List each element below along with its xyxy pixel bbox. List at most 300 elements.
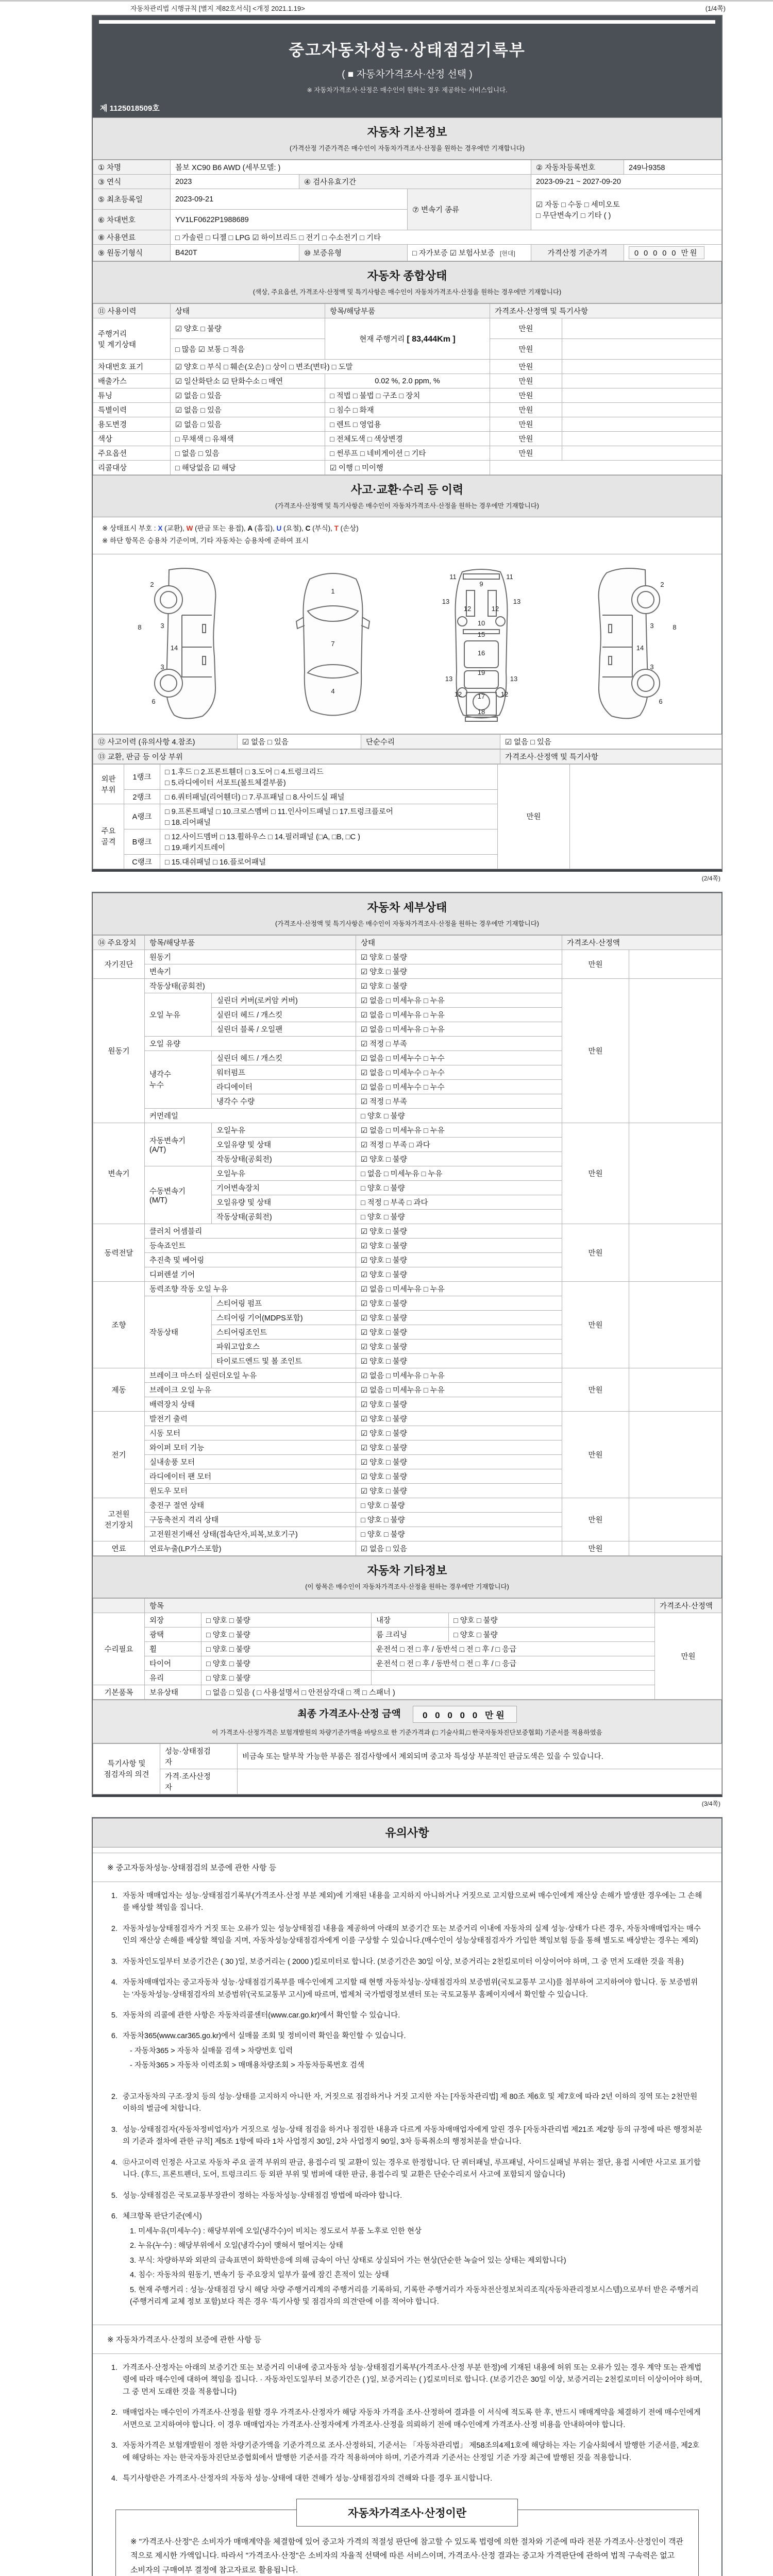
cell: 고전원 전기장치 <box>93 1498 145 1541</box>
table <box>93 749 722 764</box>
cell: 스티어링조인트 <box>212 1325 356 1339</box>
text-span: T <box>334 524 339 532</box>
cell: 가격산정 기준가격 <box>531 245 624 261</box>
cell: ☑ 없음 □ 미세누유 □ 누유 <box>356 1368 562 1382</box>
note-item <box>107 2407 705 2431</box>
note-number: 3. <box>111 2125 117 2134</box>
cell: 고전원전기배선 상태(접속단자,피복,보호기구) <box>145 1527 356 1541</box>
cell: ⑥ 차대번호 <box>93 210 171 230</box>
diagram-number: 4 <box>331 687 335 695</box>
cell: 작동상태(공회전) <box>145 978 356 993</box>
cell: 와이퍼 모터 기능 <box>145 1440 356 1454</box>
cell: □ 없음 □ 있음 <box>171 446 325 461</box>
cell: C랭크 <box>124 854 160 869</box>
cell: 연료누출(LP가스포함) <box>145 1541 356 1555</box>
cell: 수동변속기 (M/T) <box>145 1166 212 1224</box>
cell: 특별이력 <box>93 403 171 417</box>
cell: □ 9.프론트패널 □ 10.크로스멤버 □ 11.인사이드패널 □ 17.트렁크플로어 □ 18.리어패널 <box>160 804 498 829</box>
cell: 항목/해당부품 <box>145 935 356 950</box>
table <box>93 1598 722 1700</box>
final-price-note: 이 가격조사·산정가격은 보험개발원의 차량기준가액을 바탕으로 한 기준가격과 (□ 기술사회,□ 한국자동차진단보증협회) 기준서를 적용하였음 <box>212 1728 602 1736</box>
document <box>92 15 722 2576</box>
cell: 유리 <box>145 1670 201 1685</box>
cell <box>562 417 722 432</box>
cell: 오일누유 <box>212 1123 356 1137</box>
text-span: □ 자가보증 ☑ 보험사보증 <box>412 249 497 258</box>
cell: 만원 <box>490 374 562 388</box>
cell: 만원 <box>490 403 562 417</box>
cell: ☑ 없음 □ 미세누유 □ 누유 <box>356 993 562 1007</box>
diagram-number: 3 <box>160 621 164 630</box>
accident-history-header <box>93 475 721 517</box>
cell: 실내송풍 모터 <box>145 1454 356 1469</box>
text-span: X <box>158 524 163 532</box>
note-item <box>107 2473 705 2485</box>
cell: 가격조사·산정액 <box>562 935 722 950</box>
cell: □ 해당없음 ☑ 해당 <box>171 461 325 475</box>
note-text: 자동차성능상태점검자가 거짓 또는 오류가 있는 성능상태점검 내용을 제공하여 아래의 보증기간 또는 보증거리 이내에 자동차의 실제 성능·상태가 다른 경우, 자동차매매업자는 매수인의 재산상 손해를 배상할 책임을 지며, 자동차성능상태점검자에게 이를 구상할 수 있습니다.(매수인이 성능상태점검자가 가입한 책임보험 등을 통해 별도로 배상받는 경우는 제외) <box>123 1924 701 1945</box>
price-survey-definition-body: ※ "가격조사·산정"은 소비자가 매매계약을 체결함에 있어 중고차 가격의 적절성 판단에 참고할 수 있도록 법령에 의한 절차와 기준에 따라 전문 가격조사·산정인이 객관적으로 제시한 가액입니다. 따라서 "가격조사·산정"은 소비자의 자율적 선택에 따른 서비스이며, 가격조사·산정 결과는 중고차 가격판단에 관하여 법적 구속력은 없고 소비자의 구매여부 결정에 참고자료로 활용됩니다. <box>130 2537 683 2575</box>
inspector-opinion-table <box>93 1743 721 1794</box>
cell: ☑ 없음 □ 미세누수 □ 누수 <box>356 1065 562 1079</box>
note-number: 2. <box>111 1924 117 1933</box>
cell: ⑬ 교환, 판금 등 이상 부위 <box>93 749 500 764</box>
cell: ⑧ 사용연료 <box>93 230 171 245</box>
basic-info-subtitle: (가격산정 기준가격은 매수인이 자동차가격조사·산정을 원하는 경우에만 기재합니다) <box>290 145 525 152</box>
cell: 차대번호 표기 <box>93 360 171 374</box>
cell: 오일 유량 <box>145 1036 356 1050</box>
note-item <box>107 2157 705 2181</box>
note-text: 특기사항란은 가격조사·산정자의 자동차 성능·상태에 대한 견해가 성능·상태점검자의 견해와 다를 경우 표시합니다. <box>123 2475 493 2483</box>
cell: □ 양호 □ 불량 <box>201 1656 372 1670</box>
table <box>93 1743 722 1794</box>
text-span: (부식), <box>310 524 334 532</box>
state-code-note: ※ 하단 항목은 승용차 기준이며, 기타 자동차는 승용차에 준하여 표시 <box>102 537 309 545</box>
cell: 만원 <box>562 1411 629 1498</box>
cell: 만원 <box>562 1368 629 1411</box>
page-marker-3: (3/4쪽) <box>701 1800 720 1807</box>
diagram-number: 8 <box>673 623 677 631</box>
cell: 내장 <box>372 1613 449 1627</box>
cell: ⑪ 사용이력 <box>93 304 171 318</box>
cell: ☑ 양호 □ 불량 <box>356 950 562 964</box>
cell: □ 양호 □ 불량 <box>356 1512 562 1527</box>
cell: 배출가스 <box>93 374 171 388</box>
text-span: A <box>247 524 253 532</box>
diagram-number: 12 <box>454 690 462 698</box>
cell: □ 없음 □ 미세누유 □ 누유 <box>356 1166 562 1180</box>
diagram-number: 13 <box>445 674 453 683</box>
detail-state-title: 자동차 세부상태 <box>367 901 447 914</box>
panel-rank-table <box>93 764 721 869</box>
cell: 2023-09-21 ~ 2027-09-20 <box>531 175 722 189</box>
cell: ☑ 양호 □ 불량 <box>356 1426 562 1440</box>
note-item <box>107 2190 705 2202</box>
etc-info-title: 자동차 기타정보 <box>367 1564 447 1577</box>
diagram-number: 3 <box>160 663 164 671</box>
cell: 외판 부위 <box>93 764 124 804</box>
diagram-number: 18 <box>477 707 485 716</box>
cell: 디퍼렌셜 기어 <box>145 1267 356 1281</box>
cell: 워터펌프 <box>212 1065 356 1079</box>
cell: 작동상태 <box>145 1296 212 1368</box>
note-item <box>107 2010 705 2022</box>
cell: □ 양호 □ 불량 <box>356 1180 562 1195</box>
cell: 만원 <box>655 1613 722 1699</box>
text-span: (요철), <box>281 524 306 532</box>
cell: 가격·조사산정 자 <box>160 1769 238 1794</box>
note-item <box>107 2030 705 2072</box>
cell: 특기사항 및 점검자의 의견 <box>93 1743 160 1794</box>
note-number: 6. <box>111 2032 117 2041</box>
note-text: 자동차매매업자는 중고자동차 성능·상태점검기록부를 매수인에게 고지할 때 현행 자동차성능·상태점검자의 보증범위(국토교통부 고시)를 첨부하여 고지하여야 합니다. 동 보증범위는 '자동차성능·상태점검자의 보증범위'(국토교통부 고시)에 따르며, 법제처 국가법령정보센터 또는 국토교통부 홈페이지에서 확인할 수 있습니다. <box>123 1978 698 1999</box>
cell: ☑ 양호 □ 불량 <box>171 318 325 339</box>
cell: 만원 <box>490 388 562 403</box>
cell: ☑ 적정 □ 부족 □ 과다 <box>356 1137 562 1151</box>
cell: ☑ 없음 □ 미세누유 □ 누유 <box>356 1007 562 1022</box>
cell: ☑ 양호 □ 불량 <box>356 1267 562 1281</box>
cell: ☑ 자동 □ 수동 □ 세미오토 □ 무단변속기 □ 기타 ( ) <box>531 189 722 230</box>
cell: 실린더 헤드 / 개스킷 <box>212 1050 356 1065</box>
text-span: 0 0 0 0 0 만원 <box>629 246 704 259</box>
note-text: 성능·상태점검은 국토교통부장관이 정하는 자동차성능·상태점검 방법에 따라야 합니다. <box>123 2191 402 2200</box>
cell: □ 15.대쉬패널 □ 16.플로어패널 <box>160 854 498 869</box>
cell: 오일 누유 <box>145 993 212 1036</box>
notice-title: 유의사항 <box>385 1826 429 1839</box>
cell: 자기진단 <box>93 950 145 978</box>
cell: 동력조향 작동 오일 누유 <box>145 1281 356 1296</box>
cell: 클러치 어셈블리 <box>145 1224 356 1238</box>
diagram-number: 11 <box>506 572 513 581</box>
cell: 라디에이터 <box>212 1079 356 1094</box>
cell: 파워고압호스 <box>212 1339 356 1353</box>
cell: 상태 <box>356 935 562 950</box>
cell <box>629 950 722 978</box>
text-span: [현대] <box>499 250 515 257</box>
cell: 냉각수 수량 <box>212 1094 356 1108</box>
cell: ☑ 양호 □ 불량 <box>356 1325 562 1339</box>
note-item <box>107 2362 705 2398</box>
cell <box>629 1411 722 1498</box>
page2-box <box>92 892 722 1797</box>
basic-info-header <box>93 117 721 160</box>
diagram-number: 14 <box>636 643 644 652</box>
note-number: 6. <box>111 2212 117 2221</box>
cell <box>490 461 722 475</box>
note-subline: 3. 부식: 차량하부와 외판의 금속표면이 화학반응에 의해 금속이 아닌 상태로 상실되어 가는 현상(단순한 녹슬어 있는 상태는 제외합니다) <box>130 2256 566 2265</box>
table <box>93 160 722 261</box>
car-diagram-left-side <box>125 564 244 723</box>
cell: 만원 <box>562 1541 629 1555</box>
cell: ☑ 양호 □ 불량 <box>356 1310 562 1325</box>
cell: ☑ 없음 □ 미세누유 □ 누유 <box>356 1281 562 1296</box>
cell: 타이로드엔드 및 볼 조인트 <box>212 1353 356 1368</box>
accident-history-subtitle: (가격조사·산정액 및 특기사항은 매수인이 자동차가격조사·산정을 원하는 경우에만 기재합니다) <box>275 502 539 510</box>
accident-history-title: 사고·교환·수리 등 이력 <box>350 483 464 496</box>
cell: 원동기 <box>93 978 145 1123</box>
cell: 만원 <box>490 432 562 446</box>
page1-box <box>92 15 722 872</box>
notice-list-2 <box>93 2083 721 2319</box>
note-number: 4. <box>111 2158 117 2167</box>
diagram-number: 11 <box>449 572 457 581</box>
note-subline: 2. 누유(누수) : 해당부위에서 오일(냉각수)이 맺혀서 떨어지는 상태 <box>130 2242 343 2250</box>
cell: 항목/해당부품 <box>325 304 490 318</box>
diagram-number: 6 <box>152 697 156 705</box>
diagram-number: 17 <box>477 692 485 700</box>
note-subline: 5. 현재 주행거리 : 성능·상태점검 당시 해당 차량 주행거리계의 주행거리를 기록하되, 기록한 주행거리가 자동차전산정보처리조직(자동차관리정보시스템)으로부터 받은 주행거리(주행거리계 교체 정보 포함)보다 적은 경우 '특기사항 및 점검자의 의견'란에 이를 적어야 합니다. <box>130 2285 699 2307</box>
cell: ☑ 없음 □ 미세누유 □ 누유 <box>356 1123 562 1137</box>
cell: 실린더 커버(로커암 커버) <box>212 993 356 1007</box>
cell: 만원 <box>562 950 629 978</box>
cell: □ 썬루프 □ 네비게이션 □ 기타 <box>325 446 490 461</box>
cell: 만원 <box>490 417 562 432</box>
detail-state-header <box>93 893 721 935</box>
cell: ☑ 없음 □ 미세누수 □ 누수 <box>356 1050 562 1065</box>
cell: ⑤ 최초등록일 <box>93 189 171 210</box>
cell: ☑ 없음 □ 있음 <box>171 403 325 417</box>
cell: ☑ 양호 □ 불량 <box>356 1353 562 1368</box>
detail-state-table <box>93 935 721 1556</box>
cell: □ 양호 □ 불량 <box>201 1613 372 1627</box>
cell: ☑ 이행 □ 미이행 <box>325 461 490 475</box>
cell: 가격조사·산정액 및 특기사항 <box>490 304 722 318</box>
note-text: 자동차의 리콜에 관한 사항은 자동차리콜센터(www.car.go.kr)에서 확인할 수 있습니다. <box>123 2011 400 2020</box>
cell: 항목 <box>145 1598 655 1613</box>
exchange-header-table <box>93 749 721 764</box>
cell: 발전기 출력 <box>145 1411 356 1426</box>
cell: ☑ 양호 □ 불량 <box>356 1454 562 1469</box>
cell: ② 자동차등록번호 <box>531 160 624 175</box>
cell: 변속기 <box>93 1123 145 1224</box>
report-title: 중고자동차성능·상태점검기록부 <box>289 41 526 59</box>
cell <box>629 1123 722 1224</box>
text-span: U <box>276 524 282 532</box>
cell <box>562 388 722 403</box>
cell: 만원 <box>562 1281 629 1368</box>
cell: 주요 골격 <box>93 804 124 869</box>
note-number: 4. <box>111 2475 117 2483</box>
etc-info-header <box>93 1556 721 1598</box>
cell: □ 6.쿼터패널(리어휀더) □ 7.루프패널 □ 8.사이드실 패널 <box>160 789 498 804</box>
diagram-number: 3 <box>650 663 654 671</box>
cell: 색상 <box>93 432 171 446</box>
etc-info-subtitle: (이 항목은 매수인이 자동차가격조사·산정을 원하는 경우에만 기재합니다) <box>305 1583 509 1590</box>
note-text: 성능·상태점검자(자동차정비업자)가 거짓으로 성능·상태 점검을 하거나 점검한 내용과 다르게 자동차매매업자에게 알린 경우 [자동차관리법 제21조 제2항 등의 규정에 따른 행정처분의 기준과 절차에 관한 규칙] 제5조 1항에 따라 1차 사업정지 30일, 2차 사업정지 90일, 3차 등록취소의 행정처분을 받습니다. <box>123 2125 702 2146</box>
basic-info-table <box>93 160 721 261</box>
cell <box>562 360 722 374</box>
cell <box>629 978 722 1123</box>
cell: □ 양호 □ 불량 <box>449 1627 655 1641</box>
car-diagram-underframe <box>422 564 541 723</box>
etc-info-table <box>93 1598 721 1700</box>
note-text: 중고자동차의 구조·장치 등의 성능·상태를 고지하지 아니한 자, 거짓으로 점검하거나 거짓 고지한 자는 [자동차관리법] 제 80조 제6호 및 제7호에 따라 2년 이하의 징역 또는 2천만원 이하의 벌금에 처합니다. <box>123 2092 698 2113</box>
note-number: 3. <box>111 2442 117 2450</box>
note-text: 자동차365(www.car365.go.kr)에서 실매물 조회 및 정비이력 확인을 확인할 수 있습니다. - 자동차365 > 자동차 실매물 검색 > 차량번호 입력 - 자동차365 > 자동차 이력조회 > 매매용차량조회 > 자동차등록번호 검색 <box>123 2030 406 2072</box>
text-span: (흠집), <box>253 524 277 532</box>
cell: 오일누유 <box>212 1166 356 1180</box>
text-span: C <box>305 524 311 532</box>
cell: B420T <box>171 245 299 261</box>
text-span: (판금 또는 용접), <box>193 524 248 532</box>
cell: ☑ 양호 □ 불량 <box>356 1397 562 1411</box>
cell <box>562 446 722 461</box>
note-item <box>107 1977 705 2001</box>
diagram-number: 12 <box>500 690 509 698</box>
price-survey-definition-title: 자동차가격조사·산정이란 <box>296 2499 518 2527</box>
cell: ☑ 없음 □ 미세누유 □ 누유 <box>356 1022 562 1036</box>
cell: □ 양호 □ 불량 <box>201 1641 372 1656</box>
text-span: W <box>186 524 193 532</box>
cell: 만원 <box>490 360 562 374</box>
diagram-number: 19 <box>477 668 485 676</box>
diagram-number: 2 <box>150 580 154 588</box>
cell: 충전구 절연 상태 <box>145 1498 356 1512</box>
car-diagram-top <box>274 564 392 723</box>
page-marker-1: (1/4쪽) <box>705 5 726 12</box>
cell: ☑ 양호 □ 불량 <box>356 1339 562 1353</box>
cell <box>238 1769 722 1794</box>
cell: 연료 <box>93 1541 145 1555</box>
note-item <box>107 2211 705 2308</box>
cell: 휠 <box>145 1641 201 1656</box>
note-item <box>107 1923 705 1947</box>
text-span: (교환), <box>162 524 187 532</box>
note-text: 자동차인도일부터 보증기간은 ( 30 )일, 보증거리는 ( 2000 )킬로미터로 합니다. (보증기간은 30일 이상, 보증거리는 2천킬로미터 이상이어야 하며, 그 중 먼저 도래한 것을 적용) <box>123 1957 684 1966</box>
diagram-number: 13 <box>510 674 518 683</box>
cell <box>93 1598 145 1613</box>
notice-header <box>93 1818 721 1848</box>
cell: 성능·상태점검 자 <box>160 1743 238 1769</box>
cell: 작동상태(공회전) <box>212 1151 356 1166</box>
cell: 룸 크리닝 <box>372 1627 449 1641</box>
cell: 2023-09-21 <box>171 189 408 210</box>
cell: 2023 <box>171 175 299 189</box>
cell: 249나9358 <box>624 160 722 175</box>
cell: □ 양호 □ 불량 <box>356 1498 562 1512</box>
note-item <box>107 1890 705 1914</box>
report-header <box>93 16 721 117</box>
cell: A랭크 <box>124 804 160 829</box>
diagram-number: 8 <box>138 623 142 631</box>
note-number: 5. <box>111 2011 117 2020</box>
cell <box>562 403 722 417</box>
cell: 전기 <box>93 1411 145 1498</box>
cell: □ 양호 □ 불량 <box>356 1527 562 1541</box>
cell: 운전석 □ 전 □ 후 / 동반석 □ 전 □ 후 / □ 응급 <box>372 1641 655 1656</box>
note-item <box>107 1956 705 1968</box>
cell: 비금속 또는 탈부착 가능한 부품은 점검사항에서 제외되며 중고차 특성상 부분적인 판금도색은 있을 수 있습니다. <box>238 1743 722 1769</box>
cell: 자동변속기 (A/T) <box>145 1123 212 1166</box>
cell: 동력전달 <box>93 1224 145 1281</box>
basic-info-title: 자동차 기본정보 <box>367 126 447 139</box>
note-text: 매매업자는 매수인이 가격조사·산정을 원할 경우 가격조사·산정자가 해당 자동차 가격을 조사·산정하여 결과를 이 서식에 적도록 한 후, 반드시 매매계약을 체결하기 전에 매수인에게 서면으로 고지하여야 합니다. 이 경우 매매업자는 가격조사·산정자에게 가격조사·산정을 의뢰하기 전에 매수인에게 가격조사·산정 비용을 안내하여야 합니다. <box>123 2409 701 2429</box>
cell: 0.02 %, 2.0 ppm, % <box>325 374 490 388</box>
cell: 스티어링 기어(MDPS포함) <box>212 1310 356 1325</box>
note-text: 가격조사·산정자는 아래의 보증기간 또는 보증거리 이내에 중고자동차 성능·상태점검기록부(가격조사·산정 부분 한정)에 기재된 내용에 허위 또는 오류가 있는 경우 계약 또는 관계법령에 따라 매수인에 대하여 책임을 집니다. · 자동차인도일부터 보증기간은 ( )일, 보증거리는 ( )킬로미터로 합니다. (보증기간은 30일 이상, 보증거리는 2천킬로미터 이상이어야 하며, 그 중 먼저 도래한 것을 적용합니다) <box>123 2363 702 2396</box>
cell: □ 12.사이드멤버 □ 13.휠하우스 □ 14.필러패널 (□A, □B, □C ) □ 19.패키지트레이 <box>160 829 498 854</box>
diagram-number: 16 <box>477 649 485 657</box>
cell: 2랭크 <box>124 789 160 804</box>
cell: ☑ 없음 □ 미세누수 □ 누수 <box>356 1079 562 1094</box>
cell <box>562 432 722 446</box>
report-note: ※ 자동차가격조사·산정은 매수인이 원하는 경우 제공하는 서비스입니다. <box>307 87 508 94</box>
cell: ⑦ 변속기 종류 <box>408 189 531 230</box>
note-number: 1. <box>111 1891 117 1900</box>
cell: 배력장치 상태 <box>145 1397 356 1411</box>
diagram-number: 13 <box>513 597 521 605</box>
accident-row-table <box>93 734 721 749</box>
price-survey-definition-box <box>115 2507 699 2576</box>
cell: □ 적법 □ 불법 □ 구조 □ 장치 <box>325 388 490 403</box>
note-item <box>107 2091 705 2115</box>
note-number: 2. <box>111 2092 117 2101</box>
cell: 광택 <box>145 1627 201 1641</box>
table <box>93 303 722 475</box>
cell: 1랭크 <box>124 764 160 789</box>
cell: 오일유량 및 상태 <box>212 1137 356 1151</box>
cell: 원동기 <box>145 950 356 964</box>
table <box>93 764 722 869</box>
cell <box>624 245 722 261</box>
cell: ☑ 없음 □ 있음 <box>500 734 722 749</box>
final-price-block <box>93 1700 721 1743</box>
page3-box <box>92 1817 722 2576</box>
cell: 만원 <box>490 339 562 360</box>
cell: 스티어링 펌프 <box>212 1296 356 1310</box>
cell: ⑭ 주요장치 <box>93 935 145 950</box>
cell: □ 침수 □ 화재 <box>325 403 490 417</box>
cell: □ 없음 □ 있음 ( □ 사용설명서 □ 안전삼각대 □ 잭 □ 스패너 ) <box>201 1685 655 1699</box>
cell: 튜닝 <box>93 388 171 403</box>
page-marker-2: (2/4쪽) <box>701 874 720 882</box>
cell: 만원 <box>490 318 562 339</box>
cell: ☑ 양호 □ 부식 □ 훼손(오손) □ 상이 □ 변조(변타) □ 도말 <box>171 360 490 374</box>
cell: ☑ 양호 □ 불량 <box>356 1296 562 1310</box>
cell: □ 양호 □ 불량 <box>201 1670 372 1685</box>
cell: ☑ 양호 □ 불량 <box>356 1224 562 1238</box>
cell <box>629 1368 722 1411</box>
note-item <box>107 2124 705 2148</box>
diagram-number: 7 <box>331 639 335 648</box>
cell: 리콜대상 <box>93 461 171 475</box>
cell: □ 가솔린 □ 디젤 □ LPG ☑ 하이브리드 □ 전기 □ 수소전기 □ 기타 <box>171 230 722 245</box>
cell: ☑ 없음 □ 있음 <box>171 388 325 403</box>
cell <box>325 318 490 360</box>
notice-block1-heading: ※ 중고자동차성능·상태점검의 보증에 관한 사항 등 <box>93 1853 721 1882</box>
diagram-number: 12 <box>463 604 472 613</box>
cell: □ 많음 ☑ 보통 □ 적음 <box>171 339 325 360</box>
cell: 보유상태 <box>145 1685 201 1699</box>
notice-block2-heading: ※ 자동차가격조사·산정의 보증에 관한 사항 등 <box>93 2325 721 2354</box>
cell: ☑ 양호 □ 불량 <box>356 1252 562 1267</box>
cell: ③ 연식 <box>93 175 171 189</box>
cell: 등속죠인트 <box>145 1238 356 1252</box>
cell: 실린더 헤드 / 개스킷 <box>212 1007 356 1022</box>
state-code-line <box>102 522 712 535</box>
cell: 브레이크 오일 누유 <box>145 1382 356 1397</box>
text-span: [ 83,444Km ] <box>407 335 456 344</box>
cell <box>570 764 722 869</box>
cell: 작동상태(공회전) <box>212 1209 356 1224</box>
cell: □ 무채색 □ 유채색 <box>171 432 325 446</box>
document-number: 제 1125018509호 <box>100 104 160 113</box>
diagram-number: 14 <box>170 643 178 652</box>
cell: 주행거리 및 계기상태 <box>93 318 171 360</box>
cell: 변속기 <box>145 964 356 978</box>
cell: □ 양호 □ 불량 <box>449 1613 655 1627</box>
diagram-number: 12 <box>491 604 499 613</box>
